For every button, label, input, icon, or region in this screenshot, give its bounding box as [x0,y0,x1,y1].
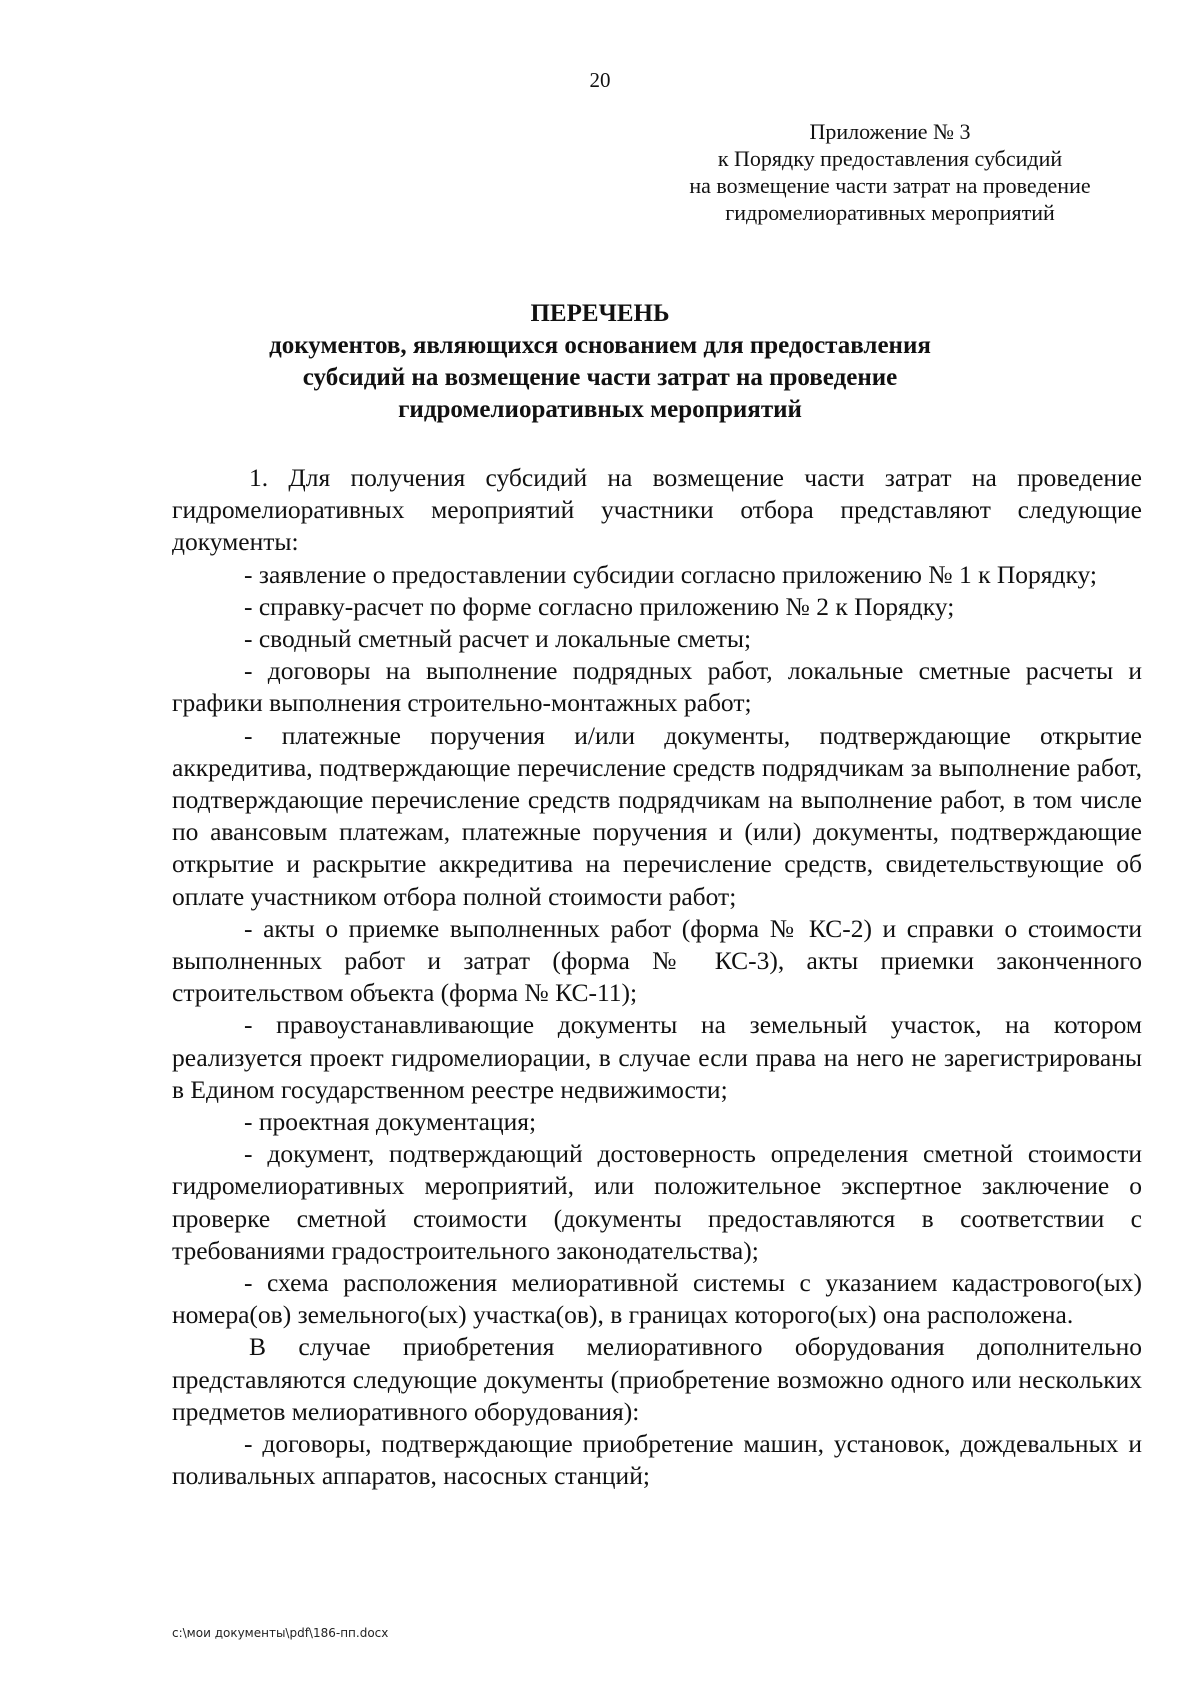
document-body [172,462,1142,1493]
title-heading: ПЕРЕЧЕНЬ [530,300,670,327]
list-item: - сводный сметный расчет и локальные сметы; [244,624,752,654]
footer-file-path: c:\мои документы\pdf\186-пп.docx [172,1626,389,1640]
document-title [0,298,1200,426]
list-item: - договоры на выполнение подрядных работ, локальные сметные расчеты и графики выполнения строительно-монтажных работ; [172,656,1142,718]
title-line: субсидий на возмещение части затрат на проведение [302,364,898,391]
body-paragraph: В случае приобретения мелиоративного оборудования дополнительно представляются следующие документы (приобретение возможно одного или нескольких предметов мелиоративного оборудования): [172,1332,1142,1426]
list-item: - акты о приемке выполненных работ (форма № КС-2) и справки о стоимости выполненных работ и затрат (форма № КС-3), акты приемки законченного строительством объекта (форма № КС-11); [172,913,1142,1008]
list-item: - правоустанавливающие документы на земельный участок, на котором реализуется проект гидромелиорации, в случае если права на него не зарегистрированы в Едином государственном реестре недвижимости; [172,1010,1142,1104]
appendix-reference [655,118,1125,226]
body-paragraph: 1. Для получения субсидий на возмещение части затрат на проведение гидромелиоративных мероприятий участники отбора представляют следующие документы: [172,463,1142,557]
list-item: - схема расположения мелиоративной системы с указанием кадастрового(ых) номера(ов) земельного(ых) участка(ов), в границах которого(ых) она расположена. [172,1268,1142,1330]
list-item: - платежные поручения и/или документы, подтверждающие открытие аккредитива, подтверждающие перечисление средств подрядчикам за выполнение работ, подтверждающие перечисление средств подрядчикам на выполнение работ, в том числе по авансовым платежам, платежные поручения и (или) документы, подтверждающие открытие и раскрытие аккредитива на перечисление средств, свидетельствующие об оплате участником отбора полной стоимости работ; [172,720,1142,911]
list-item: - заявление о предоставлении субсидии согласно приложению № 1 к Порядку; [244,559,1098,589]
list-item: - договоры, подтверждающие приобретение машин, установок, дождевальных и поливальных аппаратов, насосных станций; [172,1429,1142,1491]
title-line: гидромелиоративных мероприятий [398,396,802,423]
list-item: - проектная документация; [244,1107,537,1137]
appendix-line: на возмещение части затрат на проведение [689,173,1091,198]
appendix-line: Приложение № 3 [809,119,971,144]
list-item: - справку-расчет по форме согласно приложению № 2 к Порядку; [244,591,955,621]
title-line: документов, являющихся основанием для предоставления [269,332,931,359]
page-number: 20 [589,68,611,92]
list-item: - документ, подтверждающий достоверность определения сметной стоимости гидромелиоративных мероприятий, или положительное экспертное заключение о проверке сметной стоимости (документы предоставляются в соответствии с требованиями градостроительного законодательства); [172,1139,1142,1265]
appendix-line: к Порядку предоставления субсидий [717,146,1063,171]
appendix-line: гидромелиоративных мероприятий [725,200,1055,225]
